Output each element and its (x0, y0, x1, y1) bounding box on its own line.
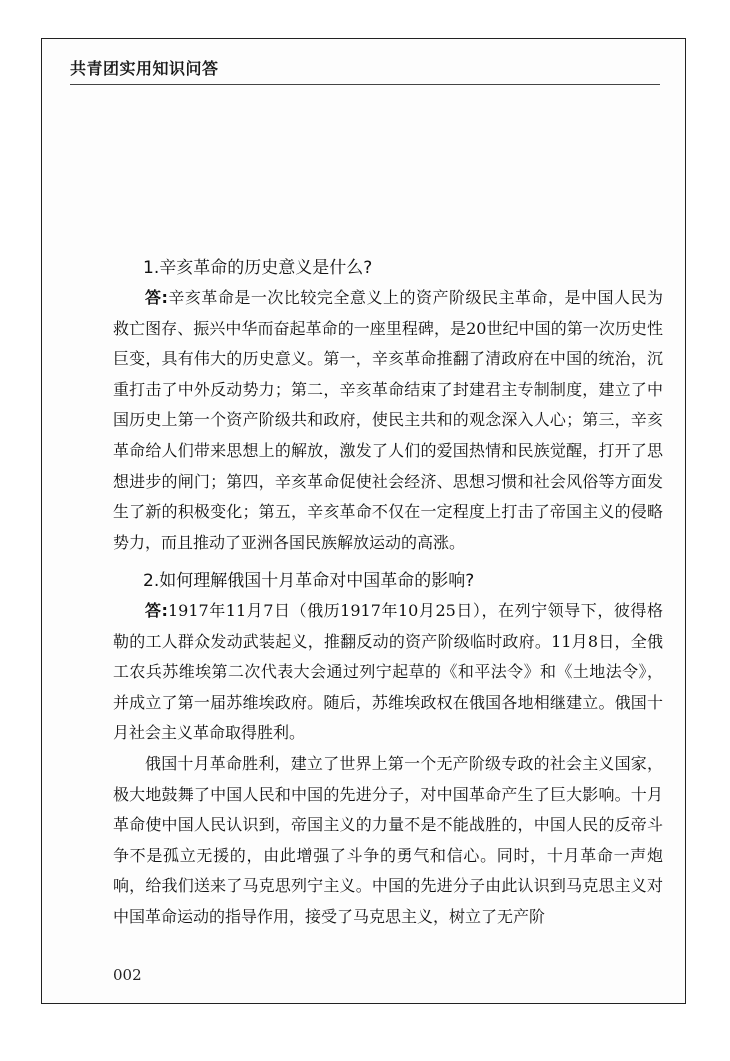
answer-label: 答: (145, 601, 168, 620)
answer-paragraph (113, 283, 663, 558)
question-section-2 (113, 569, 663, 933)
question-title: 1.辛亥革命的历史意义是什么? (143, 258, 373, 278)
page-number: 002 (113, 966, 142, 984)
question-title: 2.如何理解俄国十月革命对中国革命的影响? (143, 571, 475, 591)
question-section-1 (113, 256, 663, 558)
answer-continuation-paragraph: 俄国十月革命胜利，建立了世界上第一个无产阶级专政的社会主义国家，极大地鼓舞了中国人民和中国的先进分子，对中国革命产生了巨大影响。十月革命使中国人民认识到，帝国主义的力量不是不能战胜的，中国人民的反帝斗争不是孤立无援的，由此增强了斗争的勇气和信心。同时，十月革命一声炮响，给我们送来了马克思列宁主义。中国的先进分子由此认识到马克思主义对中国革命运动的指导作用，接受了马克思主义，树立了无产阶 (113, 753, 663, 926)
answer-label: 答: (145, 288, 168, 307)
header-rule (70, 84, 660, 85)
running-header: 共青团实用知识问答 (70, 59, 219, 78)
answer-text: 辛亥革命是一次比较完全意义上的资产阶级民主革命，是中国人民为救亡图存、振兴中华而奋起革命的一座里程碑，是20世纪中国的第一次历史性巨变，具有伟大的历史意义。第一，辛亥革命推翻了清政府在中国的统治，沉重打击了中外反动势力；第二，辛亥革命结束了封建君主专制制度，建立了中国历史上第一个资产阶级共和政府，使民主共和的观念深入人心；第三，辛亥革命给人们带来思想上的解放，激发了人们的爱国热情和民族觉醒，打开了思想进步的闸门；第四，辛亥革命促使社会经济、思想习惯和社会风俗等方面发生了新的积极变化；第五，辛亥革命不仅在一定程度上打击了帝国主义的侵略势力，而且推动了亚洲各国民族解放运动的高涨。 (113, 288, 663, 552)
answer-paragraph (113, 596, 663, 749)
answer-text: 1917年11月7日（俄历1917年10月25日），在列宁领导下，彼得格勒的工人群众发动武装起义，推翻反动的资产阶级临时政府。11月8日，全俄工农兵苏维埃第二次代表大会通过列宁起草的《和平法令》和《土地法令》，并成立了第一届苏维埃政府。随后，苏维埃政权在俄国各地相继建立。俄国十月社会主义革命取得胜利。 (113, 601, 663, 743)
